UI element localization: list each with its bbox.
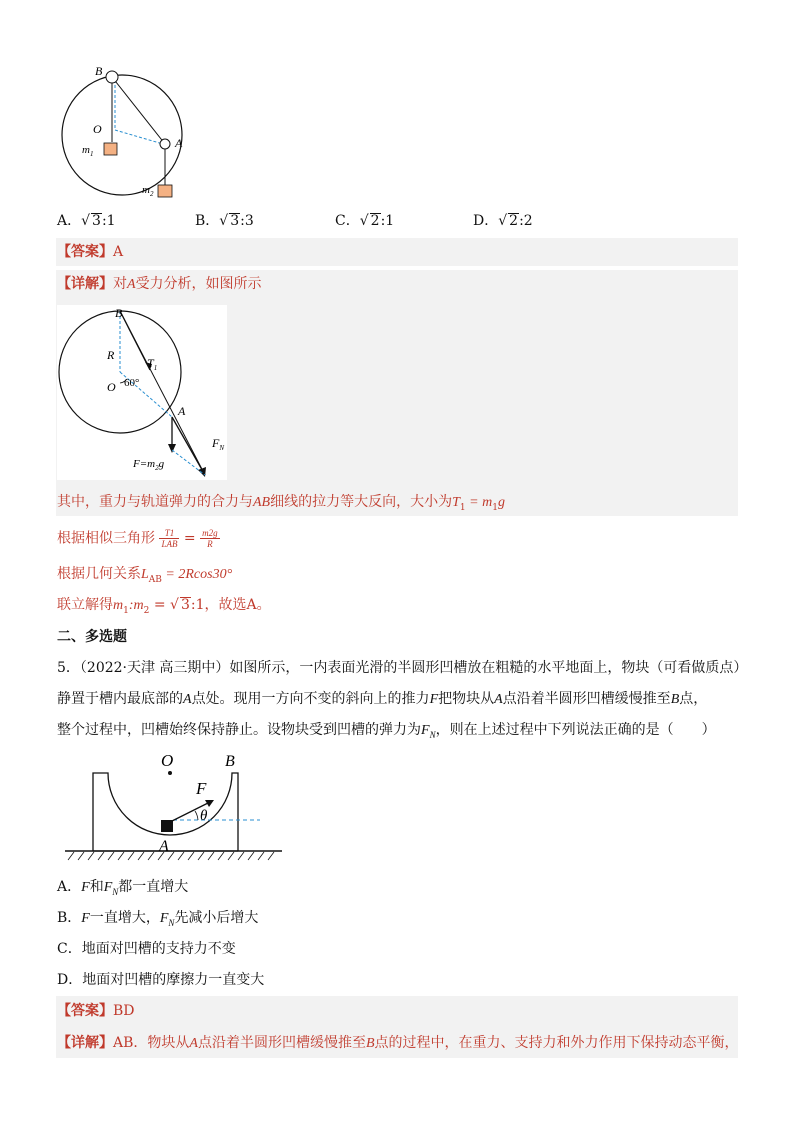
answer-block-1 bbox=[56, 238, 738, 266]
section-heading: 二、多选题 bbox=[57, 629, 127, 645]
explain-line-3: 根据几何关系$L_{AB} = 2Rcos30^\circ$ bbox=[57, 566, 233, 585]
explain-line-4: 联立解得$m_1:m_2$ = √ 3:1，故选A。 bbox=[57, 597, 271, 616]
fig2-label-A: A bbox=[178, 404, 186, 418]
fig1-label-m1: $m_1$ bbox=[82, 144, 94, 158]
option-q5-a[interactable]: A．F和$F_N$都一直增大 bbox=[57, 879, 189, 897]
fig2-label-gravity: $F=m_2g$ bbox=[133, 458, 165, 472]
figure-semicircle-groove bbox=[60, 748, 285, 868]
figure-force-analysis bbox=[57, 305, 227, 480]
option-q4-d[interactable]: D．√ 2:2 bbox=[473, 213, 533, 229]
option-q4-a[interactable]: A．√ 3:1 bbox=[57, 213, 116, 229]
fig1-label-O: O bbox=[93, 122, 102, 136]
fig2-label-T1: $T_1$ bbox=[147, 356, 158, 372]
fig2-label-O: O bbox=[107, 380, 116, 394]
option-q4-c[interactable]: C．√ 2:1 bbox=[335, 213, 395, 229]
answer-1: 【答案】A bbox=[57, 244, 124, 260]
fig2-label-R: R bbox=[107, 348, 115, 362]
explain-line-2: 根据相似三角形 $\frac{T1}{\text{LAB}}$ = $\frac{m2g}{R}$ bbox=[57, 528, 218, 549]
option-q5-d[interactable]: D．地面对凹槽的摩擦力一直变大 bbox=[57, 972, 265, 988]
q5-line-1: 5．（2022·天津 高三期中）如图所示，一内表面光滑的半圆形凹槽放在粗糙的水平地面上，物块（可看做质点） bbox=[57, 660, 748, 676]
fig3-label-O: O bbox=[161, 751, 174, 770]
answer-2: 【答案】BD bbox=[57, 1003, 135, 1019]
q5-line-3: 整个过程中，凹槽始终保持静止。设物块受到凹槽的弹力为$F_N$，则在上述过程中下列说法正确的是（ ） bbox=[57, 722, 716, 740]
option-q5-b[interactable]: B．F一直增大，$F_N$先减小后增大 bbox=[57, 910, 259, 928]
fig2-label-B: B bbox=[115, 306, 123, 320]
option-q5-c[interactable]: C．地面对凹槽的支持力不变 bbox=[57, 941, 236, 957]
fig3-label-F: F bbox=[196, 779, 207, 798]
fig1-label-A: A bbox=[175, 136, 183, 150]
fig1-label-B: B bbox=[95, 64, 103, 78]
fig2-label-FN: $F_N$ bbox=[212, 436, 225, 452]
fig2-label-angle: 60° bbox=[124, 377, 140, 389]
detail-2: 【详解】AB．物块从A点沿着半圆形凹槽缓慢推至B点的过程中，在重力、支持力和外力作用下保持动态平衡， bbox=[57, 1035, 739, 1051]
fig3-label-theta: θ bbox=[200, 808, 208, 824]
fig1-label-m2: $m_2$ bbox=[142, 184, 154, 198]
figure-circle-pulley bbox=[55, 60, 195, 205]
option-q4-b[interactable]: B．√ 3:3 bbox=[195, 213, 254, 229]
fig3-label-B: B bbox=[225, 753, 235, 770]
detail-1: 【详解】对A受力分析，如图所示 bbox=[57, 276, 262, 292]
explain-line-1: 其中，重力与轨道弹力的合力与AB细线的拉力等大反向，大小为$T_1 = m_1g$ bbox=[57, 494, 505, 513]
q5-line-2: 静置于槽内最底部的A点处。现用一方向不变的斜向上的推力F把物块从A点沿着半圆形凹槽缓慢推至B点， bbox=[57, 691, 708, 707]
fig3-label-A: A bbox=[159, 838, 169, 855]
